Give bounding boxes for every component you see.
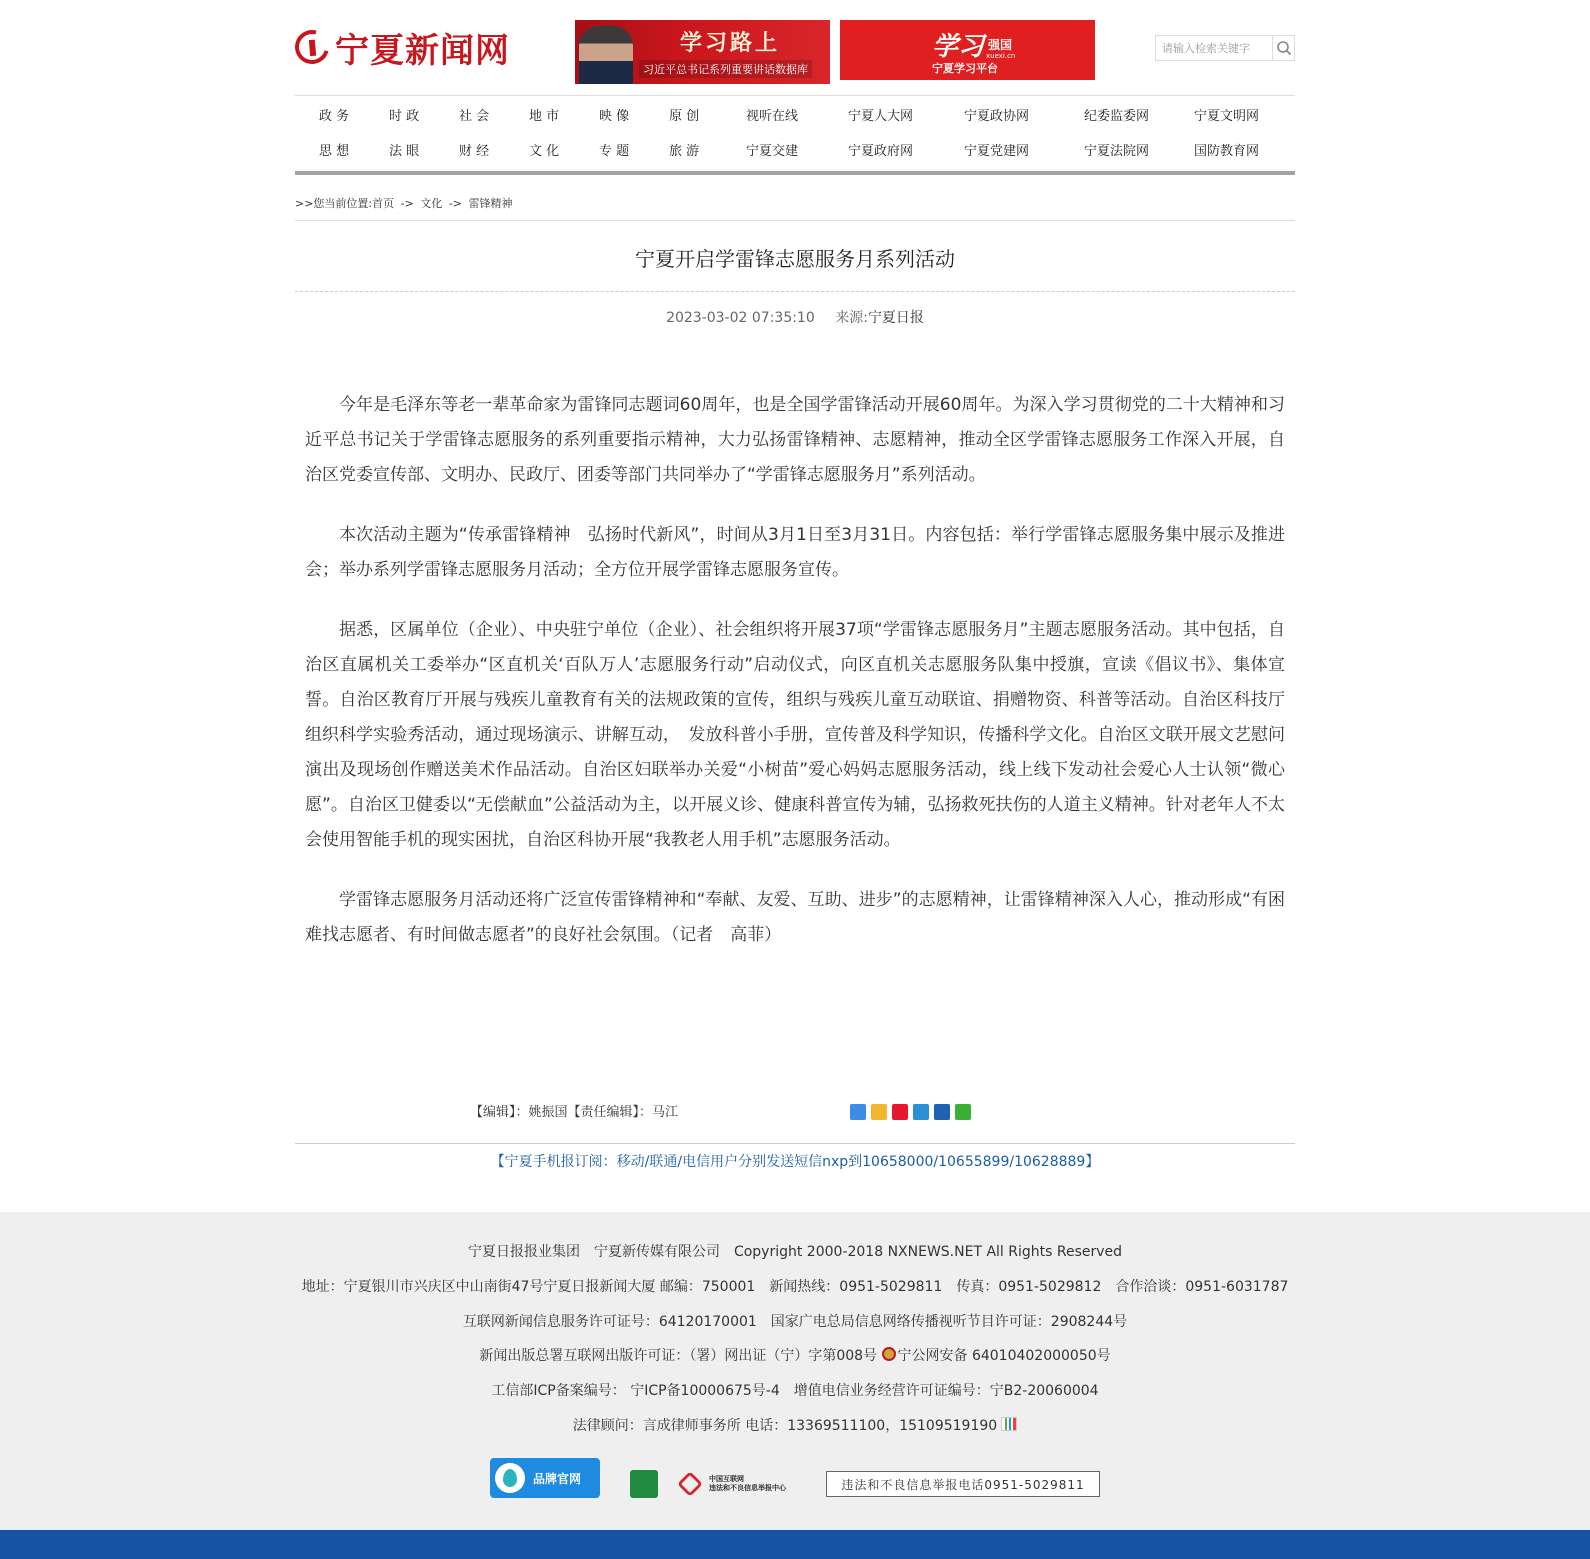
banner-title: 学习 [932,32,985,62]
banner-study-road[interactable] [575,20,830,84]
nav-item[interactable]: 映 像 [599,109,630,124]
divider [295,1143,1295,1144]
nav-item[interactable]: 宁夏人大网 [848,109,914,124]
logo-text: 宁夏新闻网 [335,30,510,71]
breadcrumb-leifeng[interactable]: 雷锋精神 [468,197,513,210]
nav-item[interactable]: 思 想 [319,144,350,159]
search-button[interactable] [1272,36,1294,60]
green-site-badge-icon[interactable] [630,1470,658,1498]
nav-item[interactable]: 宁夏法院网 [1084,144,1150,159]
report-center-line2: 违法和不良信息举报中心 [709,1484,786,1492]
nav-item[interactable]: 地 市 [529,109,560,124]
nav-item[interactable]: 法 眼 [389,144,420,159]
breadcrumb-separator: -> [400,197,414,210]
nav-item[interactable]: 政 务 [319,109,350,124]
footer-license-2 [0,1345,1590,1365]
water-drop-icon [495,1463,525,1493]
nav-item[interactable]: 国防教育网 [1194,144,1260,159]
article-body [305,388,1285,978]
nav-item[interactable]: 视听在线 [746,109,799,124]
article-title: 宁夏开启学雷锋志愿服务月系列活动 [635,247,955,271]
nav-item[interactable]: 宁夏交建 [746,144,799,159]
nav-item[interactable]: 文 化 [529,144,560,159]
share-renren-icon[interactable] [934,1104,950,1120]
search-icon [1276,40,1292,56]
report-center-badge[interactable] [677,1470,799,1498]
nav-item[interactable]: 旅 游 [669,144,700,159]
logo-mark-icon [289,24,335,70]
nav-row-2 [295,140,1295,160]
nav-item[interactable]: 纪委监委网 [1084,109,1150,124]
banner-title-2: 强国 [988,38,1013,52]
nav-item[interactable]: 专 题 [599,144,630,159]
nav-item[interactable]: 宁夏政协网 [964,109,1030,124]
article-paragraph: 本次活动主题为“传承雷锋精神 弘扬时代新风”，时间从3月1日至3月31日。内容包括：举行学雷锋志愿服务集中展示及推进会；举办系列学雷锋志愿服务月活动；全方位开展学雷锋志愿服务宣传。 [305,525,1285,580]
nav-item[interactable]: 原 创 [669,109,700,124]
banner-subtitle: 宁夏学习平台 [932,62,998,75]
share-tqq-icon[interactable] [913,1104,929,1120]
report-center-text [709,1475,786,1493]
brand-site-label: 品牌官网 [533,1471,582,1486]
sms-subscription-notice: 【宁夏手机报订阅：移动/联通/电信用户分别发送短信nxp到10658000/10655899/10628889】 [490,1154,1100,1170]
main-nav [295,95,1295,175]
search-input[interactable] [1156,36,1272,60]
breadcrumb-home[interactable]: 首页 [372,197,395,210]
nav-item[interactable]: 财 经 [459,144,490,159]
footer-publish-license: 新闻出版总署互联网出版许可证：（署）网出证（宁）字第008号 [479,1348,882,1364]
police-badge-icon [882,1347,896,1361]
search-box [1155,35,1295,61]
footer-police-record[interactable]: 宁公网安备 64010402000050号 [897,1348,1111,1364]
nav-item[interactable]: 宁夏文明网 [1194,109,1260,124]
brand-site-badge[interactable] [490,1458,600,1498]
bottom-bar [0,1530,1590,1559]
banner-subtitle: 习近平总书记系列重要讲话数据库 [639,60,812,78]
article-paragraph: 学雷锋志愿服务月活动还将广泛宣传雷锋精神和“奉献、友爱、互助、进步”的志愿精神，让雷锋精神深入人心，推动形成“有困难找志愿者、有时间做志愿者”的良好社会氛围。（记者 高菲） [305,890,1285,945]
article-source: 宁夏日报 [867,310,924,326]
article-paragraph: 据悉，区属单位（企业）、中央驻宁单位（企业）、社会组织将开展37项“学雷锋志愿服务月”主题志愿服务活动。其中包括，自治区直属机关工委举办“区直机关‘百队万人’志愿服务行动”启动仪式，向区直机关志愿服务队集中授旗，宣读《倡议书》、集体宣誓。自治区教育厅开展与残疾儿童教育有关的法规政策的宣传，组织与残疾儿童互动联谊、捐赠物资、科普等活动。自治区科技厅组织科学实验秀活动，通过现场演示、讲解互动， 发放科普小手册，宣传普及科学知识，传播科学文化。自治区文联开展文艺慰问演出及现场创作赠送美术作品活动。自治区妇联举办关爱“小树苗”爱心妈妈志愿服务活动，线上线下发动社会爱心人士认领“微心愿”。自治区卫健委以“无偿献血”公益活动为主，以开展义诊、健康科普宣传为辅，弘扬救死扶伤的人道主义精神。针对老年人不太会使用智能手机的现实困扰，自治区科协开展“我教老人用手机”志愿服务活动。 [305,620,1285,850]
divider [295,220,1295,221]
breadcrumb-separator: -> [448,197,463,210]
share-qzone-icon[interactable] [871,1104,887,1120]
banner-domain: xuexi.cn [986,52,1016,60]
share-more-icon[interactable] [850,1104,866,1120]
breadcrumb-culture[interactable]: 文化 [420,197,443,210]
site-logo[interactable] [295,26,510,71]
share-wechat-icon[interactable] [955,1104,971,1120]
breadcrumb [295,195,513,211]
nav-item[interactable]: 宁夏党建网 [964,144,1030,159]
share-bar [850,1104,971,1120]
stats-icon[interactable] [1001,1417,1017,1431]
divider [295,291,1295,292]
nav-row-1 [295,105,1295,125]
report-phone-badge[interactable]: 违法和不良信息举报电话0951-5029811 [826,1471,1100,1497]
source-label: 来源: [835,310,868,326]
banner-xuexi-qiangguo[interactable] [840,20,1095,80]
report-center-line1: 中国互联网 [709,1475,744,1483]
breadcrumb-prefix: >>您当前位置: [295,197,373,210]
nav-item[interactable]: 社 会 [459,109,490,124]
article-paragraph: 今年是毛泽东等老一辈革命家为雷锋同志题词60周年，也是全国学雷锋活动开展60周年。为深入学习贯彻党的二十大精神和习近平总书记关于学雷锋志愿服务的系列重要指示精神，大力弘扬雷锋精神、志愿精神，推动全区学雷锋志愿服务工作深入开展，自治区党委宣传部、文明办、民政厅、团委等部门共同举办了“学雷锋志愿服务月”系列活动。 [305,395,1285,485]
editor-credits: 【编辑】：姚振国【责任编辑】：马江 [470,1105,679,1120]
footer-icp: 工信部ICP备案编号： 宁ICP备10000675号-4 增值电信业务经营许可证编号：宁B2-20060004 [491,1383,1099,1399]
banner-title: 学习路上 [680,31,781,56]
nav-item[interactable]: 宁夏政府网 [848,144,914,159]
footer-license-1: 互联网新闻信息服务许可证号：64120170001 国家广电总局信息网络传播视听节目许可证：2908244号 [462,1314,1128,1330]
footer-legal-text: 法律顾问：言成律师事务所 电话：13369511100，15109519190 [572,1418,998,1434]
article-datetime: 2023-03-02 07:35:10 [666,310,815,326]
footer-copyright: 宁夏日报报业集团 宁夏新传媒有限公司 Copyright 2000-2018 NXNEWS.NET All Rights Reserved [467,1244,1123,1260]
footer-address: 地址：宁夏银川市兴庆区中山南街47号宁夏日报新闻大厦 邮编：750001 新闻热线：0951-5029811 传真：0951-5029812 合作洽谈：0951-6031787 [301,1279,1289,1295]
portrait-image [579,26,633,84]
article-meta [295,307,1295,327]
share-weibo-icon[interactable] [892,1104,908,1120]
nav-item[interactable]: 时 政 [389,109,420,124]
report-center-icon [677,1471,703,1497]
footer-legal [0,1415,1590,1435]
